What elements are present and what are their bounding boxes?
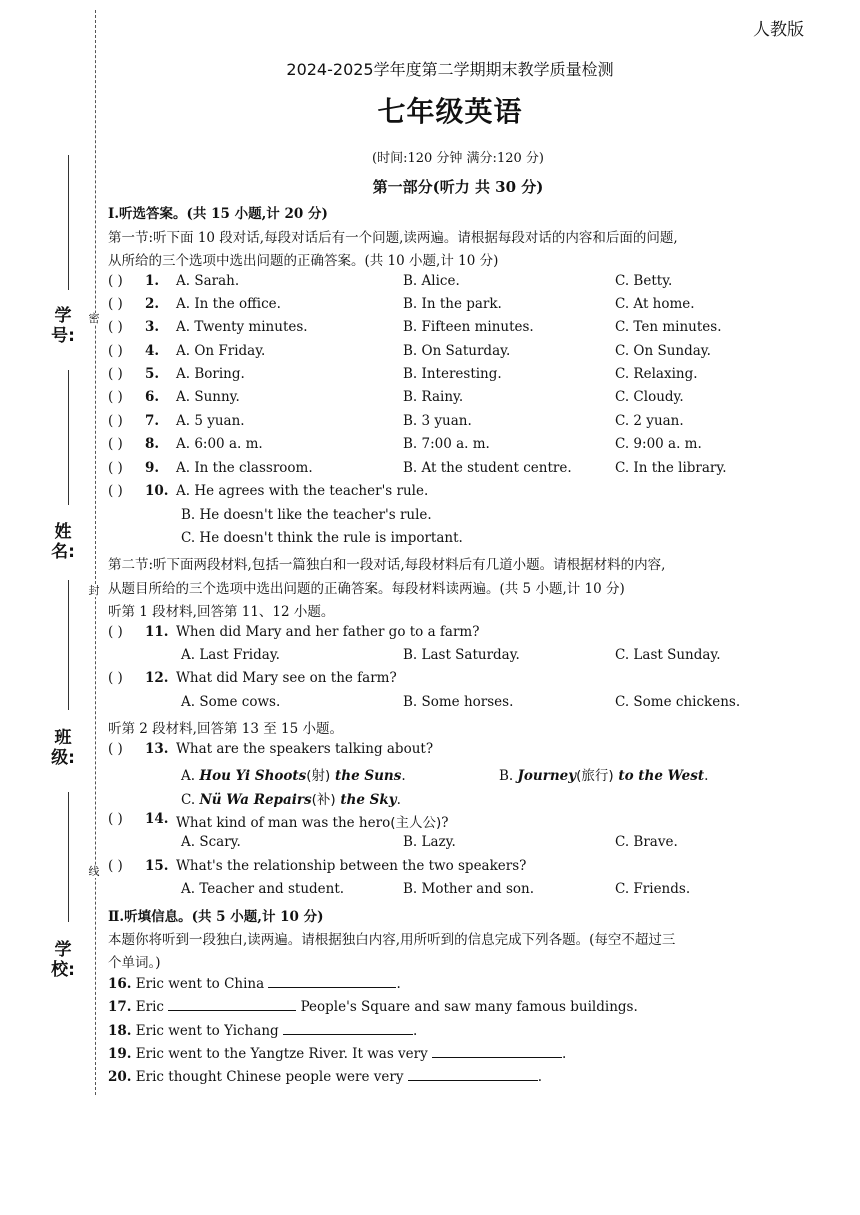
fill-question-18: 18. Eric went to Yichang . <box>108 1023 418 1039</box>
option-b: B. Lazy. <box>403 834 456 850</box>
answer-paren: ( ) <box>108 436 123 452</box>
class-label: 班级: <box>51 728 75 768</box>
part1-instruction-line2: 从所给的三个选项中选出问题的正确答案。(共 10 小题,计 10 分) <box>108 253 499 269</box>
answer-blank[interactable] <box>408 1068 538 1081</box>
option-b: B. At the student centre. <box>403 460 572 476</box>
question-number: 4. <box>145 343 160 359</box>
question-number: 3. <box>145 319 160 335</box>
answer-paren: ( ) <box>108 858 123 874</box>
option-b: B. Journey(旅行) to the West. <box>499 768 709 784</box>
question-text: What's the relationship between the two speakers? <box>176 858 527 874</box>
student-id-fill-line <box>68 155 69 290</box>
option-a: A. 5 yuan. <box>176 413 245 429</box>
option-b: B. On Saturday. <box>403 343 511 359</box>
option-c: C. Friends. <box>615 881 691 897</box>
answer-paren: ( ) <box>108 273 123 289</box>
section2-title: Ⅱ.听填信息。(共 5 小题,计 10 分) <box>108 909 324 925</box>
section2-instruction-line2: 个单词。) <box>108 955 161 971</box>
question-number: 6. <box>145 389 160 405</box>
option-a: A. 6:00 a. m. <box>176 436 263 452</box>
part2-instruction-line1: 第二节:听下面两段材料,包括一篇独白和一段对话,每段材料后有几道小题。请根据材料的内容, <box>108 557 666 573</box>
seal-xian: 线 <box>86 866 102 878</box>
answer-blank[interactable] <box>432 1045 562 1058</box>
answer-paren: ( ) <box>108 389 123 405</box>
option-a: A. Boring. <box>176 366 245 382</box>
name-fill-line <box>68 370 69 505</box>
option-c: C. Betty. <box>615 273 673 289</box>
question-number: 15. <box>145 858 169 874</box>
option-c: C. In the library. <box>615 460 727 476</box>
question-text: When did Mary and her father go to a farm? <box>176 624 480 640</box>
option-c: C. He doesn't think the rule is important. <box>181 530 463 546</box>
part1-instruction-line1: 第一节:听下面 10 段对话,每段对话后有一个问题,读两遍。请根据每段对话的内容和后面的问题, <box>108 230 678 246</box>
answer-paren: ( ) <box>108 319 123 335</box>
edition-label: 人教版 <box>753 20 804 40</box>
option-a: A. On Friday. <box>176 343 266 359</box>
option-b: B. Interesting. <box>403 366 502 382</box>
answer-paren: ( ) <box>108 741 123 757</box>
material1-heading: 听第 1 段材料,回答第 11、12 小题。 <box>108 604 335 620</box>
option-a: A. In the office. <box>176 296 281 312</box>
option-c: C. 2 yuan. <box>615 413 684 429</box>
binding-dashed-line <box>95 10 96 1095</box>
question-number: 9. <box>145 460 160 476</box>
option-b: B. Some horses. <box>403 694 514 710</box>
option-a: A. Scary. <box>181 834 241 850</box>
exam-title: 2024-2025学年度第二学期期末教学质量检测 <box>286 60 614 79</box>
answer-paren: ( ) <box>108 670 123 686</box>
name-label: 姓名: <box>51 522 75 562</box>
option-a: A. Last Friday. <box>181 647 280 663</box>
option-b: B. 3 yuan. <box>403 413 472 429</box>
option-c: C. Nü Wa Repairs(补) the Sky. <box>181 792 401 808</box>
option-c: C. Brave. <box>615 834 678 850</box>
option-b: B. He doesn't like the teacher's rule. <box>181 507 432 523</box>
fill-question-19: 19. Eric went to the Yangtze River. It was very . <box>108 1046 567 1062</box>
answer-paren: ( ) <box>108 296 123 312</box>
option-c: C. Cloudy. <box>615 389 684 405</box>
student-id-label: 学号: <box>51 306 75 346</box>
answer-paren: ( ) <box>108 483 123 499</box>
question-number: 2. <box>145 296 160 312</box>
option-a: A. Sunny. <box>176 389 240 405</box>
option-b: B. Rainy. <box>403 389 464 405</box>
question-number: 8. <box>145 436 160 452</box>
school-label: 学校: <box>51 940 75 980</box>
option-a: A. Twenty minutes. <box>176 319 308 335</box>
question-number: 11. <box>145 624 169 640</box>
school-fill-line <box>68 792 69 922</box>
class-fill-line <box>68 580 69 710</box>
fill-question-16: 16. Eric went to China . <box>108 976 401 992</box>
answer-paren: ( ) <box>108 343 123 359</box>
question-number: 14. <box>145 811 169 827</box>
option-b: B. Alice. <box>403 273 460 289</box>
question-number: 12. <box>145 670 169 686</box>
question-number: 10. <box>145 483 169 499</box>
option-c: C. 9:00 a. m. <box>615 436 702 452</box>
answer-blank[interactable] <box>168 998 296 1011</box>
part-title: 第一部分(听力 共 30 分) <box>372 178 544 196</box>
option-a: A. Teacher and student. <box>181 881 345 897</box>
time-info: (时间:120 分钟 满分:120 分) <box>372 151 544 166</box>
subject-title: 七年级英语 <box>377 95 523 128</box>
question-number: 1. <box>145 273 160 289</box>
question-number: 7. <box>145 413 160 429</box>
answer-paren: ( ) <box>108 366 123 382</box>
option-a: A. Hou Yi Shoots(射) the Suns. <box>181 768 406 784</box>
answer-paren: ( ) <box>108 413 123 429</box>
option-a: A. Sarah. <box>176 273 240 289</box>
option-b: B. Last Saturday. <box>403 647 520 663</box>
section1-title: Ⅰ.听选答案。(共 15 小题,计 20 分) <box>108 206 328 222</box>
section2-instruction-line1: 本题你将听到一段独白,读两遍。请根据独白内容,用所听到的信息完成下列各题。(每空不超过三 <box>108 932 676 948</box>
option-c: C. Relaxing. <box>615 366 698 382</box>
material2-heading: 听第 2 段材料,回答第 13 至 15 小题。 <box>108 721 343 737</box>
seal-mi: 密 <box>86 313 102 325</box>
question-text: What are the speakers talking about? <box>176 741 434 757</box>
answer-paren: ( ) <box>108 811 123 827</box>
option-b: B. In the park. <box>403 296 502 312</box>
fill-question-17: 17. Eric People's Square and saw many famous buildings. <box>108 999 638 1015</box>
option-b: B. 7:00 a. m. <box>403 436 490 452</box>
answer-paren: ( ) <box>108 460 123 476</box>
option-a: A. Some cows. <box>181 694 281 710</box>
question-text: What kind of man was the hero(主人公)? <box>176 815 449 831</box>
option-b: B. Mother and son. <box>403 881 535 897</box>
option-a: A. In the classroom. <box>176 460 313 476</box>
answer-blank[interactable] <box>268 975 396 988</box>
option-a: A. He agrees with the teacher's rule. <box>176 483 429 499</box>
part2-instruction-line2: 从题目所给的三个选项中选出问题的正确答案。每段材料读两遍。(共 5 小题,计 10 分) <box>108 581 625 597</box>
answer-blank[interactable] <box>283 1022 413 1035</box>
fill-question-20: 20. Eric thought Chinese people were very . <box>108 1069 543 1085</box>
question-number: 13. <box>145 741 169 757</box>
option-c: C. On Sunday. <box>615 343 711 359</box>
option-c: C. Some chickens. <box>615 694 741 710</box>
option-c: C. At home. <box>615 296 695 312</box>
answer-paren: ( ) <box>108 624 123 640</box>
seal-feng: 封 <box>86 585 102 597</box>
option-c: C. Ten minutes. <box>615 319 722 335</box>
option-c: C. Last Sunday. <box>615 647 721 663</box>
question-text: What did Mary see on the farm? <box>176 670 397 686</box>
question-number: 5. <box>145 366 160 382</box>
option-b: B. Fifteen minutes. <box>403 319 534 335</box>
